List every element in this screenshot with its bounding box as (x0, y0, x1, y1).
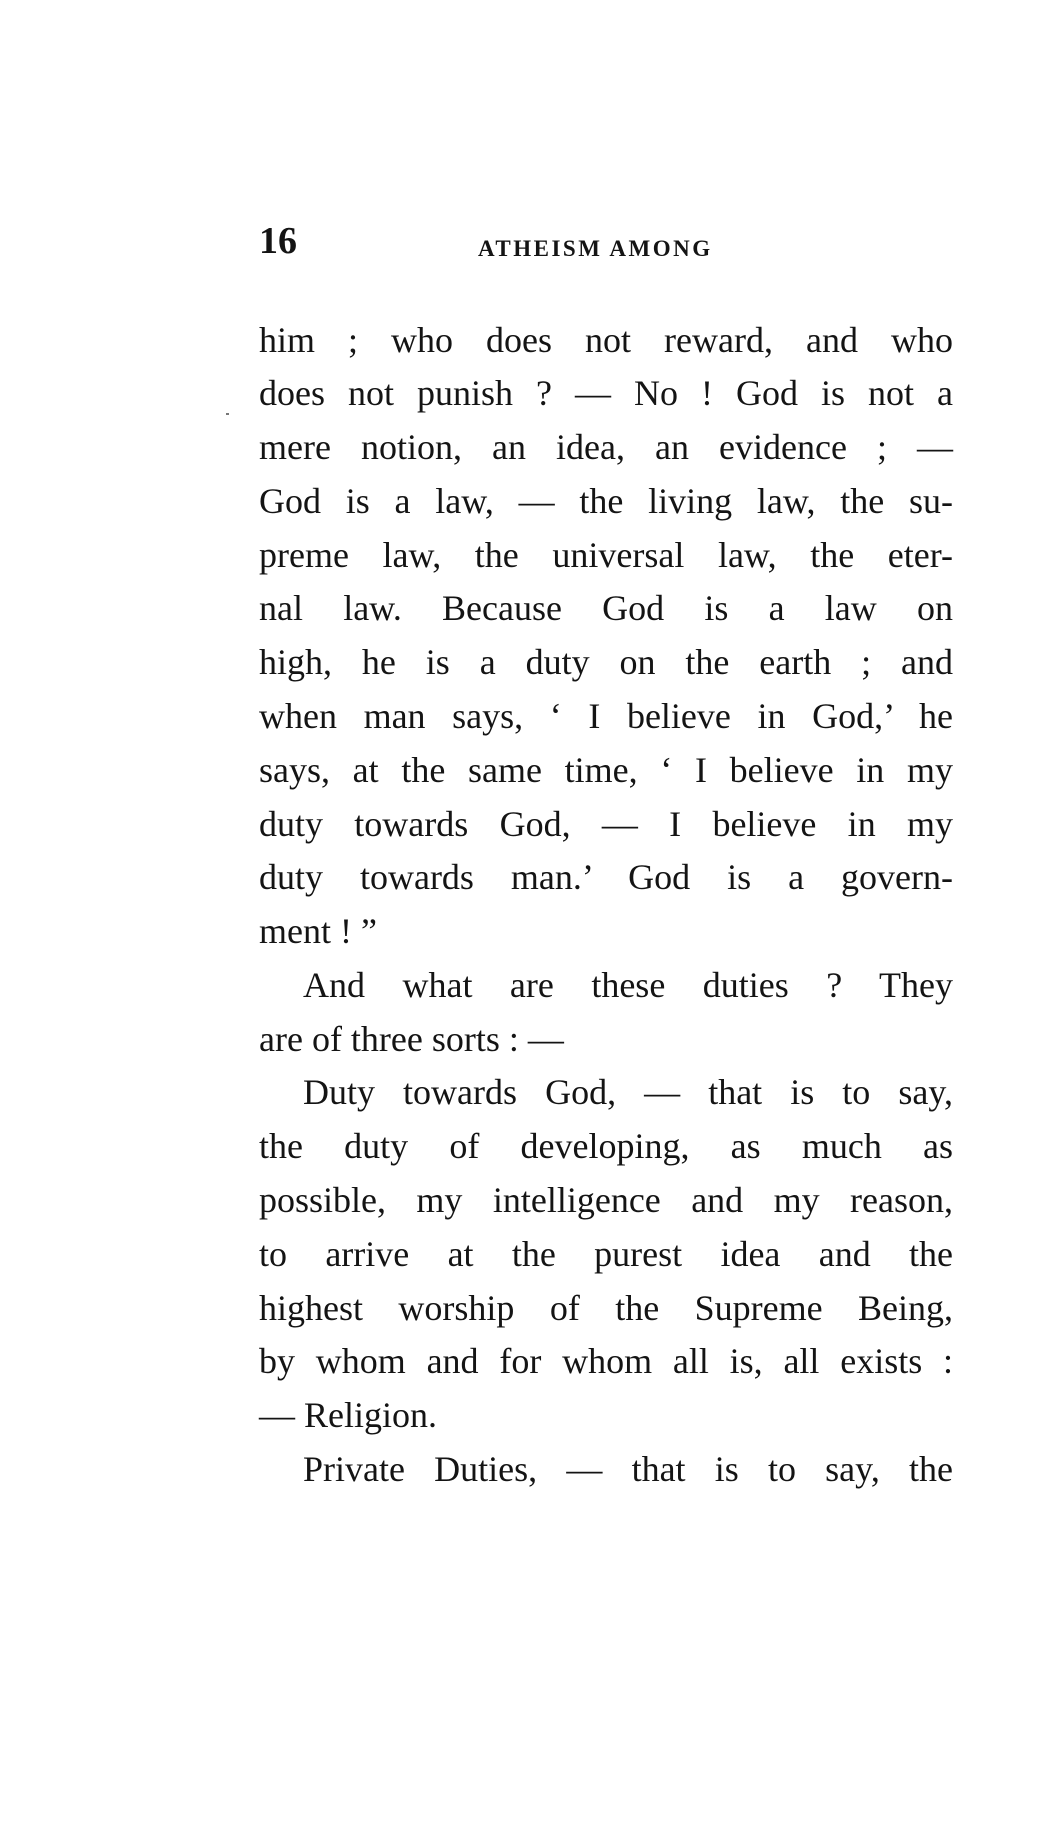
text-line-22: Private Duties, — that is to say, the (303, 1449, 953, 1489)
text-line-16: the duty of developing, as much as (259, 1126, 953, 1166)
text-line-2: does not punish ? — No ! God is not a (259, 373, 953, 413)
text-line-20: by whom and for whom all is, all exists : (259, 1341, 953, 1381)
text-line-6: nal law. Because God is a law on (259, 588, 953, 628)
text-line-9: says, at the same time, ‘ I believe in my (259, 750, 953, 790)
text-line-12: ment ! ” (259, 911, 377, 951)
page-number: 16 (259, 220, 297, 262)
text-line-19: highest worship of the Supreme Being, (259, 1288, 953, 1328)
text-line-11: duty towards man.’ God is a govern- (259, 857, 953, 897)
text-line-13: And what are these duties ? They (303, 965, 953, 1005)
running-head: ATHEISM AMONG (478, 236, 713, 261)
text-line-15: Duty towards God, — that is to say, (303, 1072, 953, 1112)
text-line-10: duty towards God, — I believe in my (259, 804, 953, 844)
text-line-8: when man says, ‘ I believe in God,’ he (259, 696, 953, 736)
text-line-5: preme law, the universal law, the eter- (259, 535, 953, 575)
text-line-3: mere notion, an idea, an evidence ; — (259, 427, 953, 467)
text-line-4: God is a law, — the living law, the su- (259, 481, 953, 521)
text-line-14: are of three sorts : — (259, 1019, 564, 1059)
text-line-21: — Religion. (259, 1395, 437, 1435)
text-line-1: him ; who does not reward, and who (259, 320, 953, 360)
text-line-7: high, he is a duty on the earth ; and (259, 642, 953, 682)
text-line-17: possible, my intelligence and my reason, (259, 1180, 953, 1220)
text-line-18: to arrive at the purest idea and the (259, 1234, 953, 1274)
margin-speck (226, 413, 229, 415)
